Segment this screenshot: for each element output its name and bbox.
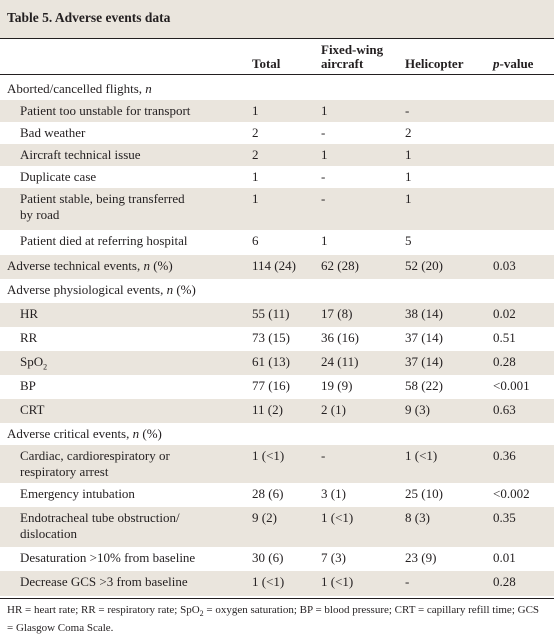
header-p-letter: p <box>493 56 500 71</box>
cell-helicopter: - <box>405 574 410 589</box>
cell-p-value: 0.36 <box>493 448 516 463</box>
cell-fixed-wing: 17 (8) <box>321 306 353 321</box>
cell-helicopter: 2 <box>405 125 412 140</box>
cell-total: 2 <box>252 147 259 162</box>
row-label: Emergency intubation <box>20 486 135 501</box>
cell-fixed-wing: 2 (1) <box>321 402 346 417</box>
cell-helicopter: 37 (14) <box>405 330 443 345</box>
row-label: BP <box>20 378 36 393</box>
cell-total: 1 <box>252 103 259 118</box>
cell-fixed-wing: 1 <box>321 103 328 118</box>
cell-p-value: 0.02 <box>493 306 516 321</box>
cell-total: 28 (6) <box>252 486 284 501</box>
cell-p-value: <0.002 <box>493 486 530 501</box>
row-label: Aborted/cancelled flights, n <box>7 81 152 96</box>
row-label: HR <box>20 306 39 321</box>
cell-fixed-wing: 24 (11) <box>321 354 359 369</box>
row-label: Patient stable, being transferred by road <box>20 191 185 222</box>
header-fixed-wing-line2: aircraft <box>321 56 364 71</box>
cell-helicopter: 38 (14) <box>405 306 443 321</box>
row-label: Patient died at referring hospital <box>20 233 188 248</box>
row-label: Adverse physiological events, n (%) <box>7 282 196 297</box>
cell-helicopter: 52 (20) <box>405 258 443 273</box>
cell-helicopter: - <box>405 103 410 118</box>
header-p-suffix: -value <box>499 56 534 71</box>
row-label: Aircraft technical issue <box>20 147 141 162</box>
header-fixed-wing-line1: Fixed-wing <box>321 42 384 57</box>
row-label: Adverse technical events, n (%) <box>7 258 173 273</box>
table-title-bar <box>0 0 554 38</box>
cell-helicopter: 8 (3) <box>405 510 430 525</box>
cell-fixed-wing: - <box>321 125 326 140</box>
cell-total: 1 <box>252 169 259 184</box>
cell-total: 55 (11) <box>252 306 290 321</box>
cell-total: 11 (2) <box>252 402 283 417</box>
cell-p-value: 0.63 <box>493 402 516 417</box>
bottom-rule <box>0 598 554 599</box>
cell-total: 77 (16) <box>252 378 290 393</box>
cell-helicopter: 1 <box>405 169 412 184</box>
cell-fixed-wing: 19 (9) <box>321 378 353 393</box>
row-label: Patient too unstable for transport <box>20 103 191 118</box>
cell-total: 1 <box>252 191 259 206</box>
cell-total: 1 (<1) <box>252 574 285 589</box>
row-label: Duplicate case <box>20 169 97 184</box>
cell-fixed-wing: 3 (1) <box>321 486 346 501</box>
cell-fixed-wing: 1 <box>321 233 328 248</box>
cell-total: 30 (6) <box>252 550 284 565</box>
cell-p-value: <0.001 <box>493 378 530 393</box>
cell-p-value: 0.51 <box>493 330 516 345</box>
cell-fixed-wing: - <box>321 191 326 206</box>
row-label: Cardiac, cardiorespiratory or respiratory arrest <box>20 448 170 479</box>
cell-p-value: 0.28 <box>493 574 516 589</box>
cell-fixed-wing: - <box>321 169 326 184</box>
cell-fixed-wing: 1 (<1) <box>321 574 354 589</box>
cell-p-value: 0.03 <box>493 258 516 273</box>
table-footnote: HR = heart rate; RR = respiratory rate; SpO$_2$ = oxygen saturation; BP = blood pressure; CRT = capillary refill time; GCS = Glasgow Coma Scale. <box>7 604 540 635</box>
top-rule <box>0 38 554 39</box>
row-label: Endotracheal tube obstruction/ dislocation <box>20 510 180 541</box>
row-label: CRT <box>20 402 45 417</box>
cell-p-value: 0.35 <box>493 510 516 525</box>
row-label: Adverse critical events, n (%) <box>7 426 162 441</box>
row-label: Bad weather <box>20 125 86 140</box>
cell-total: 61 (13) <box>252 354 290 369</box>
header-total: Total <box>252 56 281 71</box>
row-label: Desaturation >10% from baseline <box>20 550 196 565</box>
cell-p-value: 0.01 <box>493 550 516 565</box>
cell-fixed-wing: 62 (28) <box>321 258 359 273</box>
header-helicopter: Helicopter <box>405 56 464 71</box>
cell-helicopter: 58 (22) <box>405 378 443 393</box>
table-title: Table 5. Adverse events data <box>7 10 171 25</box>
cell-helicopter: 9 (3) <box>405 402 430 417</box>
cell-total: 2 <box>252 125 259 140</box>
cell-helicopter: 23 (9) <box>405 550 437 565</box>
cell-total: 114 (24) <box>252 258 296 273</box>
row-label: SpO$_2$ <box>20 354 48 372</box>
cell-total: 9 (2) <box>252 510 277 525</box>
cell-helicopter: 1 <box>405 147 412 162</box>
cell-helicopter: 5 <box>405 233 412 248</box>
cell-fixed-wing: 7 (3) <box>321 550 346 565</box>
cell-helicopter: 1 (<1) <box>405 448 438 463</box>
cell-total: 73 (15) <box>252 330 290 345</box>
cell-helicopter: 37 (14) <box>405 354 443 369</box>
header-rule <box>0 74 554 75</box>
cell-fixed-wing: 36 (16) <box>321 330 359 345</box>
cell-fixed-wing: 1 (<1) <box>321 510 354 525</box>
row-label: Decrease GCS >3 from baseline <box>20 574 188 589</box>
cell-helicopter: 25 (10) <box>405 486 443 501</box>
cell-total: 6 <box>252 233 259 248</box>
cell-p-value: 0.28 <box>493 354 516 369</box>
cell-helicopter: 1 <box>405 191 412 206</box>
row-label: RR <box>20 330 38 345</box>
header-p-value <box>493 57 533 70</box>
cell-fixed-wing: - <box>321 448 326 463</box>
cell-fixed-wing: 1 <box>321 147 328 162</box>
cell-total: 1 (<1) <box>252 448 285 463</box>
